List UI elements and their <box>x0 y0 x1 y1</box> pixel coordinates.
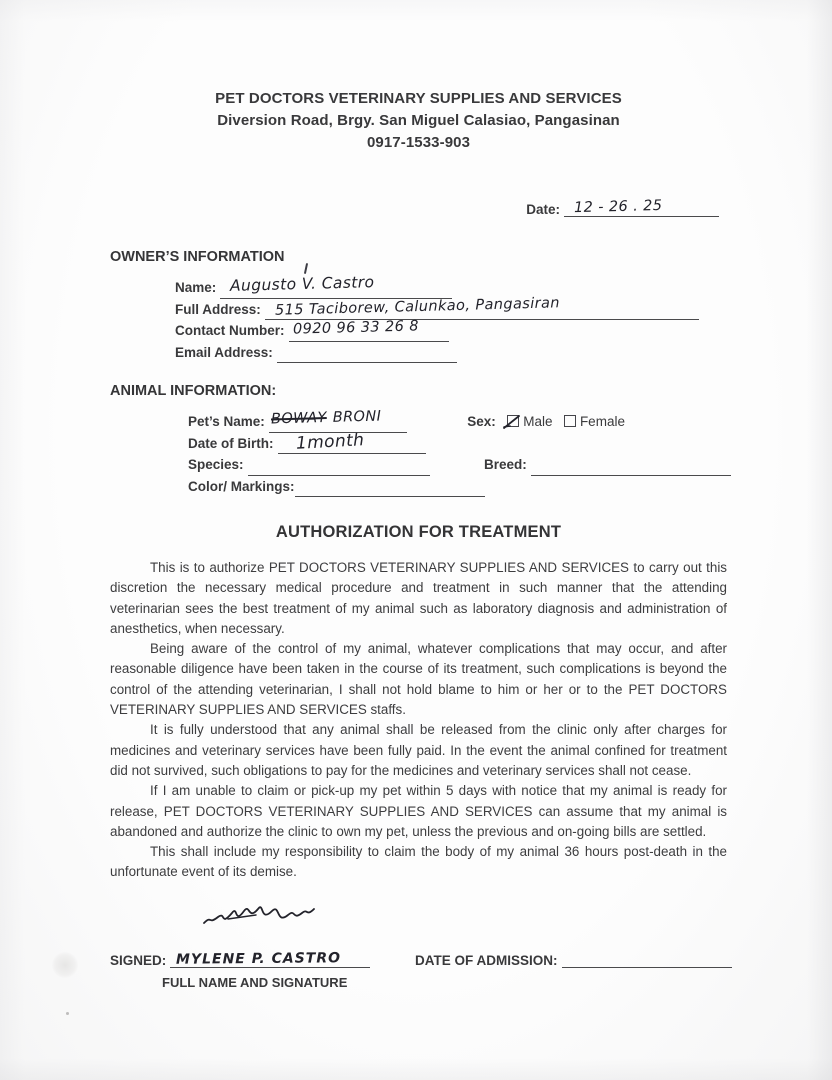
pet-name-crossed-out: BOWAY <box>270 409 327 428</box>
date-of-admission-field <box>415 951 732 968</box>
owner-contact-label: Contact Number: <box>175 323 285 338</box>
pet-name-corrected: BRONI <box>332 408 382 426</box>
owner-address-field <box>175 294 727 321</box>
owner-name-label: Name: <box>175 280 217 295</box>
pet-name-label: Pet’s Name: <box>188 414 265 429</box>
date-line <box>564 197 719 217</box>
clinic-phone: 0917-1533-903 <box>366 134 471 151</box>
animal-section-heading: ANIMAL INFORMATION: <box>110 383 277 399</box>
pet-name-row <box>188 408 727 433</box>
signed-label: SIGNED: <box>110 952 167 968</box>
checkbox-female-icon <box>564 415 576 427</box>
authorization-paragraph-4: If I am unable to claim or pick-up my pet within 5 days with notice that my animal is ready for release, PET DOCTORS VETERINARY SUPPLIES AND SERVICES can assume that my animal is abandoned and authorize the clinic to own my pet, unless the previous and on-going bills are settled. <box>110 783 727 839</box>
authorization-paragraph-5: This shall include my responsibility to claim the body of my animal 36 hours post-death in the unfortunate event of its demise. <box>110 844 727 880</box>
owner-contact-handwriting: 0920 96 33 26 8 <box>292 318 419 338</box>
owner-section-heading: OWNER’S INFORMATION <box>110 249 727 265</box>
paper-speck <box>66 1012 69 1015</box>
species-line <box>248 459 430 476</box>
breed-field <box>484 454 731 476</box>
signature-scribble <box>198 895 328 935</box>
authorization-paragraph-1: This is to authorize PET DOCTORS VETERINARY SUPPLIES AND SERVICES to carry out this discretion the necessary medical procedure and treatment in such manner that the attending veterinarian sees the best treatment of my animal such as laboratory diagnosis and administration of anesthetics, when necessary. <box>110 560 727 636</box>
authorization-title: AUTHORIZATION FOR TREATMENT <box>275 523 562 541</box>
authorization-paragraph-2: Being aware of the control of my animal, whatever complications that may occur, and after reasonable diligence have been taken in the course of its treatment, such complications is beyond the control of the attending veterinarian, I shall not hold blame to him or her or to the PET DOCTORS VETERINARY SUPPLIES AND SERVICES staffs. <box>110 641 727 718</box>
owner-email-field <box>175 342 727 364</box>
owner-address-line <box>265 294 699 320</box>
date-handwriting: 12 - 26 . 25 <box>573 197 663 217</box>
date-of-birth-label: Date of Birth: <box>188 435 274 451</box>
signed-handwriting: MYLENE P. CASTRO <box>176 950 342 968</box>
paper-smudge <box>52 952 78 978</box>
clinic-address: Diversion Road, Brgy. San Miguel Calasiao, Pangasinan <box>217 112 620 129</box>
sex-label: Sex: <box>467 414 496 429</box>
owner-address-handwriting: 515 Taciborew, Calunkao, Pangasiran <box>274 294 560 319</box>
color-markings-label: Color/ Markings: <box>188 478 295 494</box>
sex-female-label: Female <box>579 414 625 429</box>
signature-area <box>110 929 727 1009</box>
breed-label: Breed: <box>483 457 527 472</box>
owner-name-handwriting: Augusto V. Castro <box>230 273 375 295</box>
signed-caption: FULL NAME AND SIGNATURE <box>162 974 348 990</box>
stray-pen-mark <box>304 263 308 274</box>
male-check-mark <box>502 412 526 432</box>
species-breed-row <box>188 454 727 476</box>
pet-name-handwriting <box>271 407 382 431</box>
signed-line-rule <box>170 951 370 968</box>
date-of-birth-row <box>188 429 727 455</box>
color-markings-line <box>295 480 485 497</box>
signed-field <box>110 951 370 968</box>
date-of-admission-line <box>562 951 732 968</box>
date-of-birth-line <box>278 429 426 454</box>
owner-contact-line <box>289 318 449 342</box>
color-markings-row <box>188 476 727 498</box>
owner-email-line <box>277 346 457 363</box>
date-label: Date: <box>526 202 560 217</box>
form-header <box>110 88 727 154</box>
authorization-paragraph-3: It is fully understood that any animal shall be released from the clinic only after charges for medicines and veterinary services have been fully paid. In the event the animal confined for treatment did not survived, such obligations to pay for the medicines and veterinary services shall not cease. <box>110 722 727 778</box>
owner-contact-field <box>175 320 727 342</box>
owner-address-label: Full Address: <box>175 301 261 317</box>
owner-name-line <box>220 273 452 299</box>
species-label: Species: <box>188 457 244 472</box>
date-field <box>110 197 727 217</box>
animal-fields <box>188 408 727 497</box>
clinic-name: PET DOCTORS VETERINARY SUPPLIES AND SERVICES <box>215 90 622 107</box>
owner-fields <box>175 273 727 363</box>
breed-line <box>531 459 731 476</box>
pet-name-line <box>269 408 407 433</box>
owner-email-label: Email Address: <box>175 344 273 360</box>
sex-field <box>467 411 625 433</box>
checkbox-male-icon <box>507 415 519 427</box>
date-of-birth-handwriting: 1month <box>294 429 365 454</box>
authorization-body <box>110 558 727 883</box>
sex-male-label: Male <box>523 414 553 429</box>
date-of-admission-label: DATE OF ADMISSION: <box>415 952 558 968</box>
